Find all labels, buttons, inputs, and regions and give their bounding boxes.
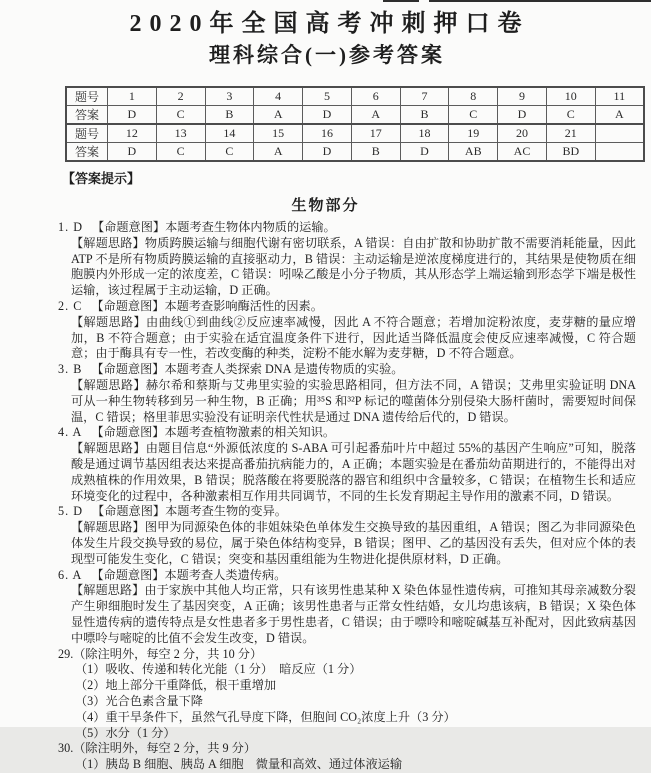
table-cell: 16 [303,124,352,143]
table-cell: 7 [400,87,449,106]
question-29-answer-2: （2）地上部分干重降低，根干重增加 [75,678,277,693]
question-29-answer-1: （1）吸收、传递和转化光能（1 分） 暗反应（1 分） [75,662,362,677]
row-label: 答案 [66,143,108,162]
question-intent-line [58,220,636,236]
table-cell: 1 [108,87,157,106]
section-title-biology: 生物部分 [291,197,360,214]
table-cell: 5 [303,87,352,106]
question-item-3 [58,362,636,425]
question-intent-line [58,568,636,584]
table-cell [595,143,644,162]
table-cell: 2 [156,87,205,106]
question-analysis: 【解题思路】图甲为同源染色体的非姐妹染色单体发生交换导致的基因重组，A 错误；图乙为非同源染色体发生片段交换导致的易位，属于染色体结构变异，B 错误；图甲、乙的基因没有丢失，但对应个体的表现型可能发生变化，C 错误；突变和基因重组能为生物进化提供原材料，D 正确。 [71,520,636,566]
row-label: 题号 [66,87,108,106]
question-intent: 【命题意图】本题考查生物体内物质的运输。 [92,220,336,234]
question-item-5 [58,504,636,567]
question-intent-line [58,425,636,441]
table-cell: D [303,106,352,125]
question-number: 2. C [58,298,83,313]
question-analysis: 【解题思路】赫尔希和蔡斯与艾弗里实验的实验思路相同，但方法不同，A 错误；艾弗里实验证明 DNA 可从一种生物转移到另一种生物，B 正确；用³⁵S 和³²P 标记的噬菌体分别侵染大肠杆菌时，需要短时间保温，C 错误；格里菲思实验没有证明亲代性状是通过 DNA 遗传给后代的，D 错误。 [71,377,636,424]
table-cell: 17 [351,124,400,143]
question-30-answer-1: （1）胰岛 B 细胞、胰岛 A 细胞 微量和高效、通过体液运输 [75,757,403,772]
page-subtitle: 理科综合(一)参考答案 [209,43,445,67]
question-intent: 【命题意图】本题考查人类探索 DNA 是遗传物质的实验。 [91,362,404,377]
question-number: 6. A [58,567,83,582]
question-29-block [58,647,636,742]
table-cell: A [254,106,303,125]
question-item-1 [58,220,636,299]
table-cell: 14 [205,124,254,143]
question-29-answer-3: （3）光合色素含量下降 [75,693,203,708]
question-intent: 【命题意图】本题考查人类遗传病。 [91,567,287,582]
page-title: 2020年全国高考冲刺押口卷 [129,11,530,37]
table-cell: B [205,106,254,125]
question-number: 5. D [58,504,83,519]
question-analysis: 【解题思路】由曲线①到曲线②反应速率减慢，因此 A 不符合题意；若增加淀粉浓度，麦芽糖的量应增加，B 不符合题意；由于实验在适宜温度条件下进行，因此适当降低温度会使反应速率减慢，C 符合题意；由于酶具有专一性，若改变酶的种类，淀粉不能水解为麦芽糖，D 不符合题意。 [71,314,636,361]
table-cell: C [546,106,595,125]
question-30-header: 30.（除注明外，每空 2 分，共 9 分） [58,741,257,756]
question-29-answer-4: （4）重干旱条件下，虽然气孔导度下降，但胞间 CO₂浓度上升（3 分） [75,709,456,724]
table-cell: 20 [498,124,547,143]
question-item-6 [58,568,636,647]
table-cell: B [351,143,400,162]
table-cell [595,124,644,143]
scan-artifact-line [429,0,651,2]
table-cell: C [156,143,205,162]
table-cell: D [108,143,157,162]
table-cell: 9 [498,87,547,106]
question-intent-line [58,362,636,378]
table-row-answers-1 [66,106,644,125]
table-cell: C [205,143,254,162]
table-cell: AC [498,143,547,162]
question-number: 4. A [58,425,83,440]
table-row-answers-2 [66,143,644,162]
question-29-answer-5: （5）水分（1 分） [75,725,176,740]
question-intent: 【命题意图】本题考查植物激素的相关知识。 [91,425,336,440]
table-cell: D [400,143,449,162]
table-cell: 15 [254,124,303,143]
scan-artifact-line [383,0,419,2]
table-cell: 10 [546,87,595,106]
question-29-header: 29.（除注明外，每空 2 分，共 10 分） [58,646,263,661]
table-cell: C [156,106,205,125]
table-cell: 6 [351,87,400,106]
table-cell: 21 [546,124,595,143]
question-item-2 [58,299,636,362]
table-row-question-numbers-2 [66,124,644,143]
question-item-4 [58,425,636,504]
table-cell: 3 [205,87,254,106]
table-cell: D [303,143,352,162]
answer-table [65,86,645,162]
table-cell: D [498,106,547,125]
question-number: 1. D [58,220,83,234]
question-analysis: 【解题思路】由题目信息“外源低浓度的 S-ABA 可引起番茄叶片中超过 55%的基因产生响应”可知，脱落酸是通过调节基因组表达来提高番茄抗病能力的，A 正确；本题实验是在番茄幼苗期进行的，不能得出对成熟植株的作用效果，B 错误；脱落酸在将要脱落的器官和组织中含量较多，C 错误；在植物生长和适应环境变化的过程中，各种激素相互作用共同调节，不同的生长发育期起主导作用的激素不同，D 错误。 [71,441,636,503]
question-intent-line [58,299,636,315]
table-cell: B [400,106,449,125]
table-row-question-numbers-1 [66,87,644,106]
question-intent-line [58,504,636,520]
question-intent: 【命题意图】本题考查生物的变异。 [92,504,287,519]
table-cell: 19 [449,124,498,143]
table-cell: 12 [108,124,157,143]
table-cell: A [351,106,400,125]
table-cell: 13 [156,124,205,143]
table-cell: C [449,106,498,125]
question-analysis: 【解题思路】物质跨膜运输与细胞代谢有密切联系，A 错误：自由扩散和协助扩散不需要消耗能量，因此 ATP 不是所有物质跨膜运输的直接驱动力，B 错误：主动运输是逆浓度梯度进行的，其结果是使物质在细胞膜内外形成一定的浓度差，C 错误：吲哚乙酸是小分子物质，其从形态学上端运输到形态学下端是极性运输，该过程属于主动运输，D 正确。 [71,235,636,298]
table-cell: BD [546,143,595,162]
question-30-block [58,741,636,773]
table-cell: 4 [254,87,303,106]
table-cell: A [595,106,644,125]
question-analysis: 【解题思路】由于家族中其他人均正常，只有该男性患某种 X 染色体显性遗传病，可推知其母亲减数分裂产生卵细胞时发生了基因突变，A 正确；该男性患者与正常女性结婚，女儿均患该病，B 错误；X 染色体显性遗传病的遗传特点是女性患者多于男性患者，C 错误；由于嘌呤和嘧啶碱基互补配对，因此致病基因中嘌呤与嘧啶的比值不会发生改变，D 错误。 [71,583,636,645]
table-cell: 11 [595,87,644,106]
answer-explanations [58,220,636,773]
table-cell: 18 [400,124,449,143]
answer-hint-label: 【答案提示】 [62,171,141,186]
row-label: 答案 [66,106,108,125]
question-intent: 【命题意图】本题考查影响酶活性的因素。 [91,298,323,313]
question-number: 3. B [58,362,83,377]
table-cell: 8 [449,87,498,106]
table-cell: D [108,106,157,125]
row-label: 题号 [66,124,108,143]
table-cell: AB [449,143,498,162]
table-cell: A [254,143,303,162]
